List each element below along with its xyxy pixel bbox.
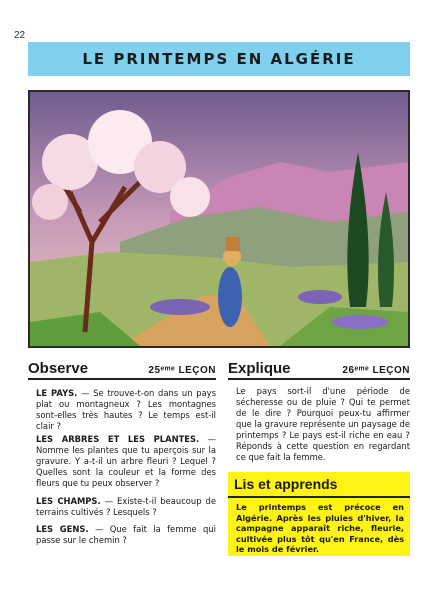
question-gens: LES GENS. — Que fait la femme qui passe sur le chemin ?: [36, 524, 217, 545]
landscape-illustration: [28, 90, 410, 348]
explique-title: Explique: [228, 360, 291, 377]
lis-et-apprends-box: [228, 472, 410, 556]
explique-text: Le pays sort-il d'une période de sécheresse ou de pluie ? Qui te permet de le dire ? Pourquoi peux-tu affirmer que la gravure représente un paysage de printemps ? Le pays est-il riche en eau ? Réponds à cette question en regardant ce que fait la femme.: [236, 386, 410, 462]
question-arbres: LES ARBRES ET LES PLANTES. — Nomme les plantes que tu aperçois sur la gravure. Y a-t-il un arbre fleuri ? Lequel ? Quelles sont la couleur et la forme des fleurs que tu peux observer ?: [36, 434, 216, 488]
observe-header: [28, 360, 216, 380]
lesson-26: 26ᵉᵐᵉ LEÇON: [342, 365, 410, 376]
page-number: 22: [14, 30, 26, 41]
page-title: LE PRINTEMPS EN ALGÉRIE: [82, 50, 356, 68]
lesson-25: 25ᵉᵐᵉ LEÇON: [148, 365, 216, 376]
explique-header: [228, 360, 410, 380]
observe-title: Observe: [28, 360, 89, 377]
illustration-drawing: [30, 92, 408, 346]
lis-divider: [228, 496, 410, 498]
title-banner: [28, 42, 410, 76]
question-champs: LES CHAMPS. — Existe-t-il beaucoup de terrains cultivés ? Lesquels ?: [36, 496, 216, 517]
question-pays: LE PAYS. — Se trouve-t-on dans un pays plat ou montagneux ? Les montagnes sont-elles très hautes ? Le temps est-il clair ?: [36, 388, 216, 431]
lis-title: Lis et apprends: [234, 476, 338, 492]
lis-text: Le printemps est précoce en Algérie. Après les pluies d'hiver, la campagne apparaît riche, fleurie, cultivée plus tôt qu'en France, dès le mois de février.: [236, 502, 404, 555]
